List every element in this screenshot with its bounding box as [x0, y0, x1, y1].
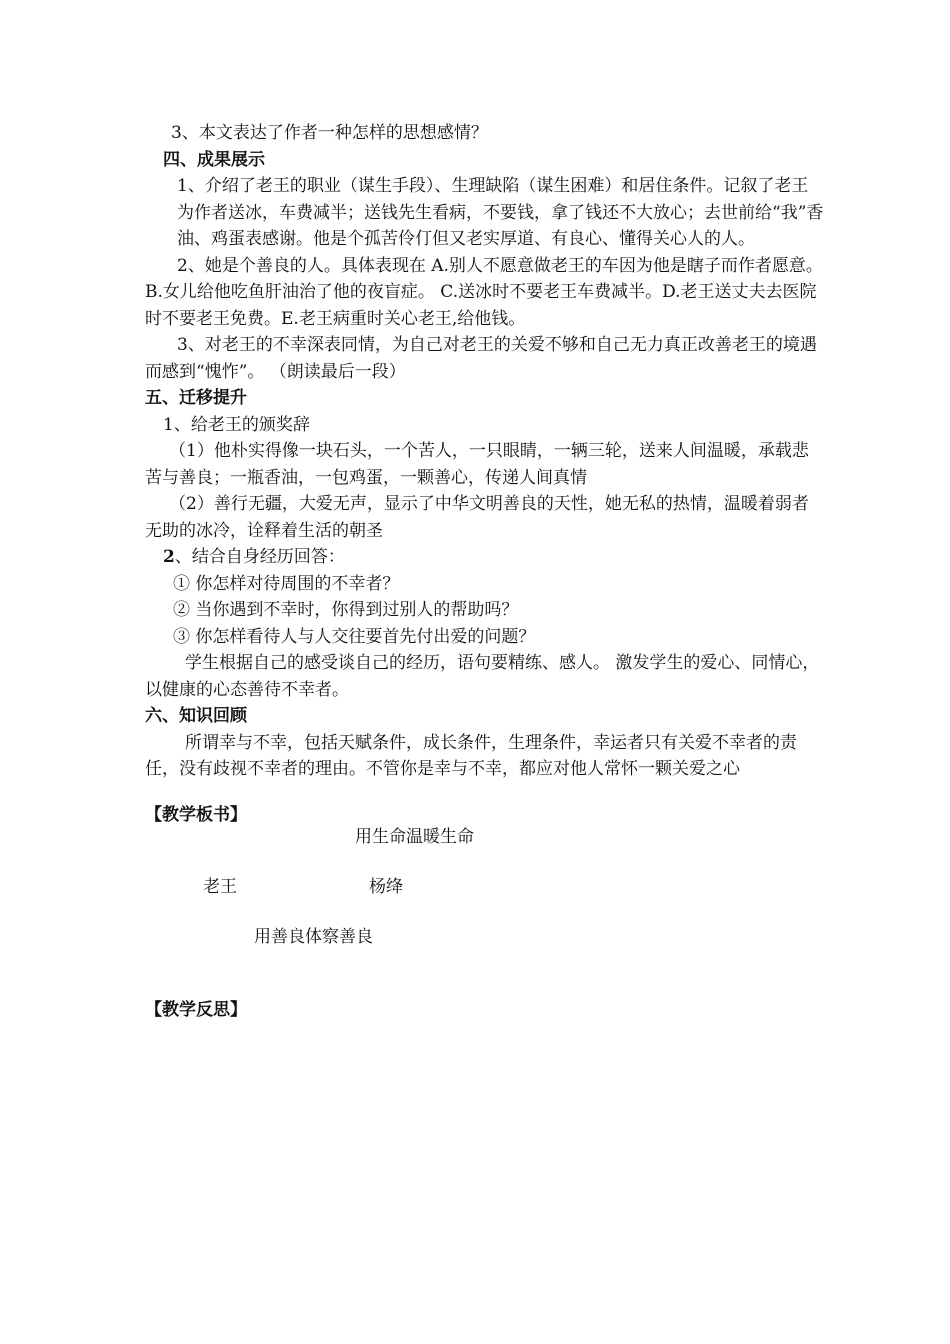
- section-4-paragraph-2: 2、她是个善良的人。具体表现在 A.别人不愿意做老王的车因为他是瞎子而作者愿意。B.女儿给他吃鱼肝油治了他的夜盲症。 C.送冰时不要老王车费减半。D.老王送丈夫去医院时不要老王免费。E.老王病重时关心老王,给他钱。: [145, 255, 823, 329]
- section-4-heading: 四、成果展示: [163, 149, 265, 170]
- blackboard-line-1: 用生命温暖生命: [355, 827, 474, 847]
- section-4-paragraph-1-text: 1、介绍了老王的职业（谋生手段）、生理缺陷（谋生困难）和居住条件。记叙了老王为作者送冰，车费减半；送钱先生看病，不要钱，拿了钱还不大放心；去世前给“我”香油、鸡蛋表感谢。他是个孤苦伶仃但又老实厚道、有良心、懂得关心人的人。: [177, 176, 824, 249]
- blackboard-right-name: 杨绛: [369, 877, 403, 897]
- blackboard-line-3: 用善良体察善良: [254, 927, 373, 947]
- document-body: [145, 120, 825, 783]
- award-speech-1: （1）他朴实得像一块石头，一个苦人，一只眼睛，一辆三轮，送来人间温暖，承载悲苦与善良；一瓶香油，一包鸡蛋，一颗善心，传递人间真情: [145, 441, 809, 488]
- section-5-summary: 学生根据自己的感受谈自己的经历，语句要精练、感人。 激发学生的爱心、同情心， 以健康的心态善待不幸者。: [145, 653, 820, 700]
- section-4-paragraph-1: [145, 173, 825, 253]
- section-5-sub-2: [145, 544, 825, 571]
- section-5-sub-1: 1、给老王的颁奖辞: [163, 414, 310, 435]
- question-3: 3、本文表达了作者一种怎样的思想感情？: [171, 123, 488, 143]
- discussion-question-b: ② 当你遇到不幸时，你得到过别人的帮助吗？: [173, 600, 519, 620]
- blackboard-section: [0, 800, 950, 1060]
- discussion-question-a: ① 你怎样对待周围的不幸者？: [173, 573, 400, 594]
- section-6-heading: 六、知识回顾: [145, 706, 247, 726]
- reflection-title: 【教学反思】: [145, 1000, 247, 1020]
- section-5-sub-2-text: 、结合自身经历回答：: [174, 547, 345, 567]
- blackboard-left-name: 老王: [203, 877, 237, 897]
- section-5-sub-2-number: 2: [163, 547, 175, 567]
- section-6-body: 所谓幸与不幸，包括天赋条件，成长条件，生理条件，幸运者只有关爱不幸者的责任，没有歧视不幸者的理由。不管你是幸与不幸，都应对他人常怀一颗关爱之心: [145, 732, 797, 779]
- section-4-paragraph-3: 3、对老王的不幸深表同情，为自己对老王的关爱不够和自己无力真正改善老王的境遇而感到“愧怍”。 （朗读最后一段）: [145, 335, 817, 382]
- blackboard-title: 【教学板书】: [145, 805, 247, 825]
- discussion-question-c: ③ 你怎样看待人与人交往要首先付出爱的问题？: [173, 626, 536, 647]
- section-5-heading: 五、迁移提升: [145, 388, 247, 408]
- award-speech-2: （2）善行无疆，大爱无声，显示了中华文明善良的天性，她无私的热情，温暖着弱者无助的冰冷，诠释着生活的朝圣: [145, 494, 809, 541]
